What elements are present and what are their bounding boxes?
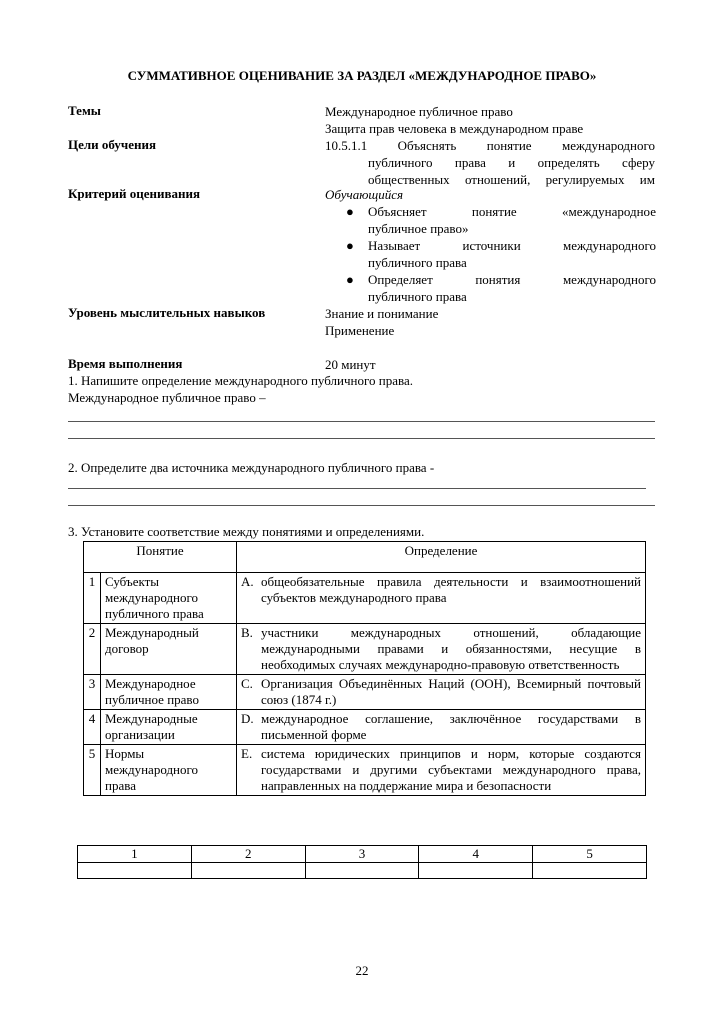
answer-line[interactable] xyxy=(68,421,655,422)
bullet-icon: ● xyxy=(346,238,354,253)
question-2-text: 2. Определите два источника международного публичного права - xyxy=(68,460,435,475)
skills-value xyxy=(325,305,655,339)
definition-letter: C. xyxy=(241,676,253,691)
definition-cell xyxy=(237,675,646,710)
row-number: 5 xyxy=(84,745,101,796)
definition-cell xyxy=(237,573,646,624)
table-row xyxy=(84,745,646,796)
definition-column-header: Определение xyxy=(237,542,646,573)
criteria-intro: Обучающийся xyxy=(325,187,404,202)
skill-item: Знание и понимание xyxy=(325,306,439,321)
answer-input-cell[interactable] xyxy=(191,863,305,879)
topics-value xyxy=(325,103,655,137)
table-row xyxy=(84,573,646,624)
time-label: Время выполнения xyxy=(68,356,183,371)
answer-line[interactable] xyxy=(68,505,655,506)
time-value: 20 минут xyxy=(325,357,376,372)
term-cell: Нормы международного права xyxy=(101,745,237,796)
term-cell: Международный договор xyxy=(101,624,237,675)
table-row xyxy=(84,675,646,710)
skill-item: Применение xyxy=(325,323,395,338)
definition-text: международное соглашение, заключённое государствами в письменной форме xyxy=(261,711,641,742)
definition-text: общеобязательные правила деятельности и взаимоотношений субъектов международного права xyxy=(261,574,641,605)
answer-input-cell[interactable] xyxy=(78,863,192,879)
term-cell: Международное публичное право xyxy=(101,675,237,710)
skills-label: Уровень мыслительных навыков xyxy=(68,305,266,320)
goals-line: 10.5.1.1 Объяснять понятие международного xyxy=(325,138,655,153)
definition-cell xyxy=(237,745,646,796)
definition-text: Организация Объединённых Наций (ООН), Всемирный почтовый союз (1874 г.) xyxy=(261,676,641,707)
definition-cell xyxy=(237,710,646,745)
goals-line: общественных отношений, регулируемых им xyxy=(368,172,655,187)
goals-label: Цели обучения xyxy=(68,137,157,152)
definition-letter: B. xyxy=(241,625,253,640)
criteria-item: ● Называет источники международного публичного права xyxy=(346,238,656,270)
question-3-text: 3. Установите соответствие между понятиями и определениями. xyxy=(68,524,425,539)
bullet-icon: ● xyxy=(346,272,354,287)
definition-cell xyxy=(237,624,646,675)
bullet-icon: ● xyxy=(346,204,354,219)
term-cell: Субъекты международного публичного права xyxy=(101,573,237,624)
definition-text: участники международных отношений, обладающие международными правами и обязанностями, несущие в необходимых случаях международно-правовую ответственность xyxy=(261,625,641,672)
definition-letter: E. xyxy=(241,746,253,761)
criteria-item: ● Объясняет понятие «международное публичное право» xyxy=(346,204,656,236)
goals-value xyxy=(325,137,655,188)
topic-item: Защита прав человека в международном праве xyxy=(325,121,584,136)
term-column-header: Понятие xyxy=(84,542,237,573)
matching-table xyxy=(83,541,646,796)
criteria-label: Критерий оценивания xyxy=(68,186,201,201)
criteria-list xyxy=(343,203,656,305)
question-1-prompt: Международное публичное право – xyxy=(68,390,266,405)
goals-line: публичного права и определять сферу xyxy=(368,155,655,170)
answer-input-cell[interactable] xyxy=(533,863,647,879)
question-1-text: 1. Напишите определение международного публичного права. xyxy=(68,373,413,388)
definition-text: система юридических принципов и норм, которые создаются государствами и другими субъектами международного права, направленных на поддержание мира и безопасности xyxy=(261,746,641,793)
answer-header-cell: 2 xyxy=(191,846,305,863)
row-number: 1 xyxy=(84,573,101,624)
answer-table xyxy=(77,845,647,879)
topic-item: Международное публичное право xyxy=(325,104,513,119)
answer-input-cell[interactable] xyxy=(419,863,533,879)
page-number: 22 xyxy=(355,963,369,978)
term-cell: Международные организации xyxy=(101,710,237,745)
table-row xyxy=(84,710,646,745)
answer-header-cell: 4 xyxy=(419,846,533,863)
definition-letter: A. xyxy=(241,574,254,589)
topics-label: Темы xyxy=(68,103,101,118)
page-title: СУММАТИВНОЕ ОЦЕНИВАНИЕ ЗА РАЗДЕЛ «МЕЖДУНАРОДНОЕ ПРАВО» xyxy=(127,68,597,83)
answer-input-row xyxy=(78,863,647,879)
answer-header-row xyxy=(78,846,647,863)
answer-line[interactable] xyxy=(68,488,646,489)
row-number: 4 xyxy=(84,710,101,745)
answer-header-cell: 5 xyxy=(533,846,647,863)
row-number: 3 xyxy=(84,675,101,710)
answer-header-cell: 3 xyxy=(305,846,419,863)
row-number: 2 xyxy=(84,624,101,675)
table-header-row xyxy=(84,542,646,573)
answer-input-cell[interactable] xyxy=(305,863,419,879)
answer-header-cell: 1 xyxy=(78,846,192,863)
answer-line[interactable] xyxy=(68,438,655,439)
criteria-item: ● Определяет понятия международного публичного права xyxy=(346,272,656,304)
definition-letter: D. xyxy=(241,711,254,726)
table-row xyxy=(84,624,646,675)
